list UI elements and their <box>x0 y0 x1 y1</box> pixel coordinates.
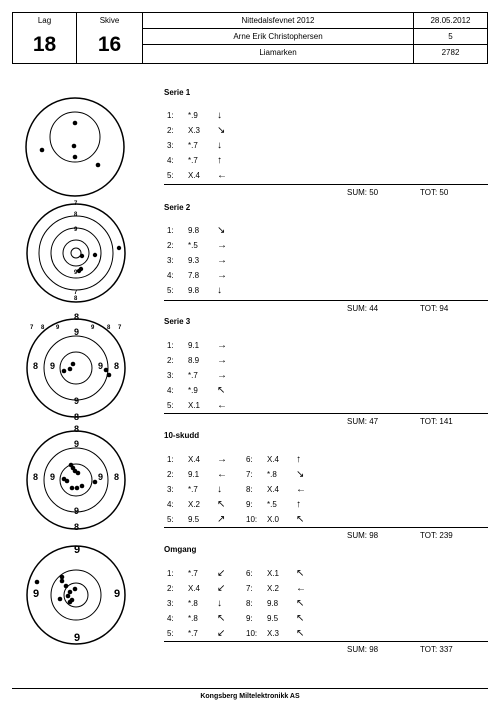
shot-direction-icon: → <box>217 255 227 266</box>
shot-direction-icon: ↓ <box>217 140 222 151</box>
shooter-name: Arne Erik Christophersen <box>233 32 323 41</box>
shot-mark <box>80 484 85 489</box>
shot-direction-icon: → <box>217 270 227 281</box>
target-ring-label: 9 <box>50 361 56 371</box>
shot-score: *.5 <box>267 500 277 509</box>
shot-number: 1: <box>167 226 174 235</box>
shot-mark <box>72 144 77 149</box>
target-ring-label: 9 <box>56 325 60 331</box>
shot-number: 4: <box>167 614 174 623</box>
shot-number: 4: <box>167 386 174 395</box>
shot-direction-icon: ↓ <box>217 285 222 296</box>
shot-score: 8.9 <box>188 356 200 365</box>
shot-direction-icon: → <box>217 454 227 465</box>
target-ring-label: 7 <box>74 201 78 207</box>
target-ring-label: 9 <box>98 472 104 482</box>
shot-number: 6: <box>246 569 253 578</box>
shot-direction-icon: ↑ <box>296 454 301 465</box>
event-name: Nittedalsfevnet 2012 <box>241 16 315 25</box>
shot-direction-icon: ↙ <box>217 583 226 594</box>
skive-cell <box>77 13 143 63</box>
shot-number: 2: <box>167 584 174 593</box>
series-total: TOT: 50 <box>420 188 449 197</box>
shot-direction-icon: → <box>217 370 227 381</box>
target-ring-label: 9 <box>50 472 56 482</box>
shot-number: 7: <box>246 470 253 479</box>
series-title: Omgang <box>164 545 197 554</box>
shot-mark <box>107 373 112 378</box>
club-name: Liamarken <box>259 48 297 57</box>
shot-score: 9.1 <box>188 470 200 479</box>
target-ring-label: 9 <box>74 632 81 644</box>
shot-direction-icon: → <box>217 340 227 351</box>
shot-mark <box>70 486 75 491</box>
shot-score: *.7 <box>188 371 198 380</box>
shot-score: X.4 <box>188 584 201 593</box>
shot-score: *.5 <box>188 241 198 250</box>
header-row-club <box>143 45 487 61</box>
shot-number: 5: <box>167 171 174 180</box>
shot-mark <box>79 267 83 271</box>
target-ring-label: 9 <box>114 588 121 600</box>
shot-number: 1: <box>167 111 174 120</box>
target-ring-label: 8 <box>114 472 120 482</box>
shooter-class: 5 <box>448 32 453 41</box>
shot-number: 4: <box>167 500 174 509</box>
target-ring-label: 8 <box>114 361 120 371</box>
lag-cell <box>13 13 77 63</box>
target-ring-label: 9 <box>91 325 95 331</box>
shot-number: 8: <box>246 485 253 494</box>
shot-score: 9.8 <box>267 599 279 608</box>
skive-label: Skive <box>99 16 120 25</box>
event-date: 28.05.2012 <box>430 16 471 25</box>
shot-direction-icon: ↓ <box>217 598 222 609</box>
target-ring-label: 9 <box>74 396 80 406</box>
shot-direction-icon: ↑ <box>217 155 222 166</box>
shot-score: 9.1 <box>188 341 200 350</box>
lag-value: 18 <box>32 33 57 56</box>
shot-mark <box>60 575 65 580</box>
series-bottom-divider <box>164 184 488 185</box>
series-bottom-divider <box>164 413 488 414</box>
target-ring-label: 8 <box>74 424 80 434</box>
footer-divider <box>12 688 488 689</box>
series-total: TOT: 94 <box>420 304 449 313</box>
shot-mark <box>71 362 76 367</box>
shot-mark <box>35 580 40 585</box>
target-ring-label: 8 <box>41 325 45 331</box>
target-ring-label: 8 <box>33 361 39 371</box>
shot-direction-icon: ← <box>296 583 306 594</box>
shot-mark <box>93 480 98 485</box>
shot-number: 5: <box>167 629 174 638</box>
target-serie-1 <box>26 98 124 196</box>
shot-number: 3: <box>167 371 174 380</box>
shot-score: *.8 <box>188 599 198 608</box>
shot-direction-icon: ↓ <box>217 484 222 495</box>
target-ring-label: 7 <box>30 325 34 331</box>
shot-score: X.1 <box>267 569 280 578</box>
shot-score: 9.5 <box>267 614 279 623</box>
target-ring-label: 9 <box>98 361 104 371</box>
shot-score: X.3 <box>188 126 201 135</box>
shot-number: 5: <box>167 515 174 524</box>
shot-number: 4: <box>167 156 174 165</box>
shot-mark <box>68 600 73 605</box>
shot-mark <box>96 163 101 168</box>
shot-score: *.8 <box>188 614 198 623</box>
shot-mark <box>73 121 78 126</box>
shot-direction-icon: ↖ <box>296 568 305 579</box>
series-title: Serie 3 <box>164 317 191 326</box>
series-sum: SUM: 50 <box>347 188 379 197</box>
header-row-shooter <box>143 29 487 45</box>
target-ring-label: 9 <box>33 588 40 600</box>
shot-score: X.1 <box>188 401 201 410</box>
lag-label: Lag <box>37 16 52 25</box>
shot-number: 8: <box>246 599 253 608</box>
series-bottom-divider <box>164 641 488 642</box>
shot-direction-icon: ↖ <box>217 385 226 396</box>
shot-mark <box>73 587 78 592</box>
shot-mark <box>66 594 71 599</box>
target-ring-label: 8 <box>33 472 39 482</box>
shot-number: 2: <box>167 356 174 365</box>
shot-number: 1: <box>167 455 174 464</box>
shot-mark <box>62 477 67 482</box>
shot-direction-icon: ← <box>217 400 227 411</box>
target-ring-label: 8 <box>74 412 80 422</box>
footer-company: Kongsberg Miltelektronikk AS <box>200 693 300 700</box>
target-ring-label: 8 <box>107 325 111 331</box>
shot-direction-icon: ↗ <box>217 514 226 525</box>
shot-mark <box>58 597 63 602</box>
shot-direction-icon: ↖ <box>296 628 305 639</box>
shot-score: 9.5 <box>188 515 200 524</box>
shot-score: 9.3 <box>188 256 200 265</box>
shot-score: X.2 <box>267 584 280 593</box>
skive-value: 16 <box>97 33 122 56</box>
target-ring-label: 8 <box>74 212 78 218</box>
shot-mark <box>75 486 80 491</box>
shot-mark <box>64 584 69 589</box>
shot-mark <box>40 148 45 153</box>
shot-number: 2: <box>167 126 174 135</box>
target-ring-label: 8 <box>74 522 80 532</box>
shot-score: X.4 <box>267 455 280 464</box>
shot-number: 7: <box>246 584 253 593</box>
series-title: Serie 1 <box>164 88 191 97</box>
shot-number: 4: <box>167 271 174 280</box>
target-omgang <box>27 546 125 644</box>
shot-number: 10: <box>246 629 258 638</box>
shot-direction-icon: ↖ <box>217 613 226 624</box>
shot-number: 9: <box>246 614 253 623</box>
shot-score: X.0 <box>267 515 280 524</box>
shot-score: X.4 <box>188 455 201 464</box>
target-ring-label: 9 <box>74 439 80 449</box>
shot-direction-icon: ← <box>217 170 227 181</box>
shot-mark <box>62 369 67 374</box>
shot-score: *.9 <box>188 386 198 395</box>
shot-score: X.2 <box>188 500 201 509</box>
target-serie-2 <box>27 204 125 302</box>
shot-score: 9.8 <box>188 286 200 295</box>
shot-direction-icon: → <box>217 355 227 366</box>
shot-mark <box>60 579 65 584</box>
shot-score: *.7 <box>188 156 198 165</box>
shot-number: 5: <box>167 286 174 295</box>
shot-number: 1: <box>167 341 174 350</box>
shot-score: X.3 <box>267 629 280 638</box>
target-ring-label: 9 <box>74 506 80 516</box>
shot-number: 2: <box>167 470 174 479</box>
series-bottom-divider <box>164 300 488 301</box>
shot-direction-icon: ← <box>217 469 227 480</box>
shot-score: *.7 <box>188 569 198 578</box>
shot-score: X.4 <box>188 171 201 180</box>
shot-direction-icon: ↘ <box>217 225 226 236</box>
result-header <box>12 12 488 64</box>
shot-direction-icon: ↘ <box>296 469 305 480</box>
header-divider <box>413 13 414 63</box>
shot-score: *.9 <box>188 111 198 120</box>
series-total: TOT: 239 <box>420 531 453 540</box>
target-ring-label: 9 <box>74 227 78 233</box>
shot-number: 3: <box>167 599 174 608</box>
target-ring-label: 7 <box>118 325 122 331</box>
target-column <box>0 80 160 680</box>
shot-direction-icon: → <box>217 240 227 251</box>
shot-score: *.8 <box>267 470 277 479</box>
shot-mark <box>93 253 97 257</box>
series-sum: SUM: 44 <box>347 304 379 313</box>
target-ring-label: 9 <box>74 270 78 276</box>
series-bottom-divider <box>164 527 488 528</box>
shot-direction-icon: ← <box>296 484 306 495</box>
shot-mark <box>76 471 81 476</box>
shot-direction-icon: ↖ <box>217 499 226 510</box>
shot-score: *.7 <box>188 485 198 494</box>
shot-number: 2: <box>167 241 174 250</box>
shot-mark <box>73 155 78 160</box>
shooter-id: 2782 <box>441 48 460 57</box>
shot-score: 7.8 <box>188 271 200 280</box>
shot-direction-icon: ↙ <box>217 628 226 639</box>
shot-mark <box>80 254 84 258</box>
shot-mark <box>117 246 121 250</box>
target-ring-label: 7 <box>74 290 78 296</box>
shot-direction-icon: ↑ <box>296 499 301 510</box>
shot-score: *.7 <box>188 629 198 638</box>
shot-mark <box>104 368 109 373</box>
header-row-event <box>143 13 487 29</box>
shot-direction-icon: ↖ <box>296 613 305 624</box>
target-ring-label: 8 <box>74 296 78 302</box>
shot-number: 3: <box>167 485 174 494</box>
series-sum: SUM: 98 <box>347 531 379 540</box>
series-total: TOT: 141 <box>420 417 453 426</box>
series-title: 10-skudd <box>164 431 200 440</box>
shot-mark <box>68 367 73 372</box>
shot-direction-icon: ↖ <box>296 514 305 525</box>
shot-score: *.7 <box>188 141 198 150</box>
shot-number: 10: <box>246 515 258 524</box>
shot-direction-icon: ↘ <box>217 125 226 136</box>
shot-number: 3: <box>167 256 174 265</box>
series-total: TOT: 337 <box>420 645 453 654</box>
shot-number: 3: <box>167 141 174 150</box>
shot-number: 6: <box>246 455 253 464</box>
target-ring-label: 8 <box>74 312 80 322</box>
shot-score: X.4 <box>267 485 280 494</box>
series-title: Serie 2 <box>164 203 191 212</box>
series-sum: SUM: 98 <box>347 645 379 654</box>
target-ring-label: 9 <box>74 544 81 556</box>
shot-number: 1: <box>167 569 174 578</box>
shot-direction-icon: ↖ <box>296 598 305 609</box>
target-ring-label: 9 <box>74 327 80 337</box>
shot-score: 9.8 <box>188 226 200 235</box>
series-sum: SUM: 47 <box>347 417 379 426</box>
shot-number: 5: <box>167 401 174 410</box>
shot-direction-icon: ↓ <box>217 110 222 121</box>
shot-mark <box>68 590 73 595</box>
shot-number: 9: <box>246 500 253 509</box>
shot-direction-icon: ↙ <box>217 568 226 579</box>
